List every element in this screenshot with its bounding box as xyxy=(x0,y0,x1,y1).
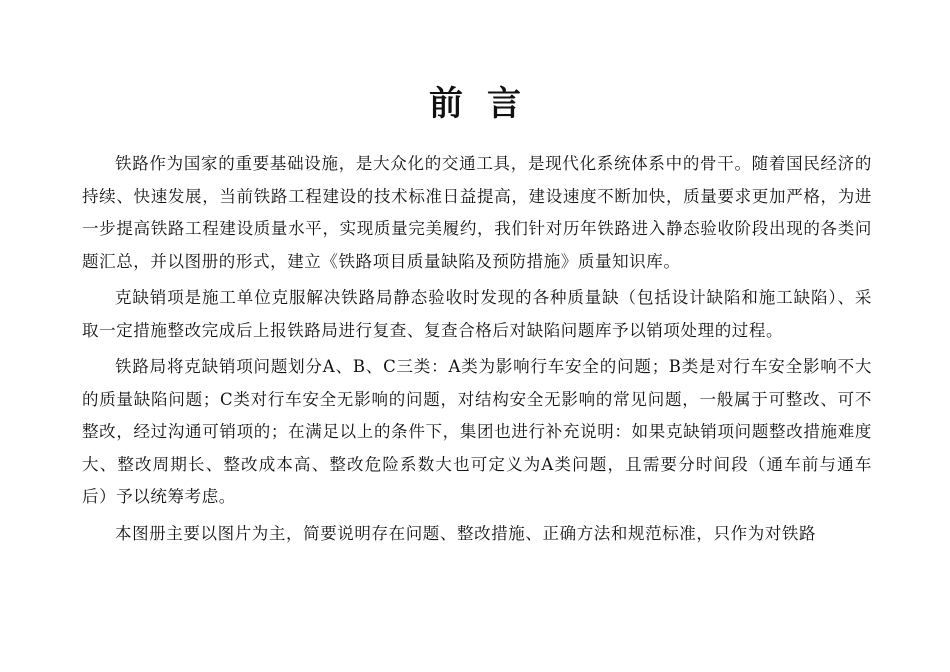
paragraph-3: 铁路局将克缺销项问题划分A、B、C三类：A类为影响行车安全的问题；B类是对行车安全影响不大的质量缺陷问题；C类对行车安全无影响的问题，对结构安全无影响的常见问题，一般属于可整改、可不整改，经过沟通可销项的；在满足以上的条件下，集团也进行补充说明：如果克缺销项问题整改措施难度大、整改周期长、整改成本高、整改危险系数大也可定义为A类问题，且需要分时间段（通车前与通车后）予以统筹考虑。 xyxy=(82,357,872,506)
paragraph-1: 铁路作为国家的重要基础设施，是大众化的交通工具，是现代化系统体系中的骨干。随着国民经济的持续、快速发展，当前铁路工程建设的技术标准日益提高，建设速度不断加快，质量要求更加严格，为进一步提高铁路工程建设质量水平，实现质量完美履约，我们针对历年铁路进入静态验收阶段出现的各类问题汇总，并以图册的形式，建立《铁路项目质量缺陷及预防措施》质量知识库。 xyxy=(82,154,872,271)
paragraph-4: 本图册主要以图片为主，简要说明存在问题、整改措施、正确方法和规范标准，只作为对铁路 xyxy=(115,523,817,543)
paragraph-2: 克缺销项是施工单位克服解决铁路局静态验收时发现的各种质量缺（包括设计缺陷和施工缺陷）、采取一定措施整改完成后上报铁路局进行复查、复查合格后对缺陷问题库予以销项处理的过程。 xyxy=(82,288,872,340)
document-body xyxy=(82,148,872,554)
page-title: 前言 xyxy=(429,84,545,124)
